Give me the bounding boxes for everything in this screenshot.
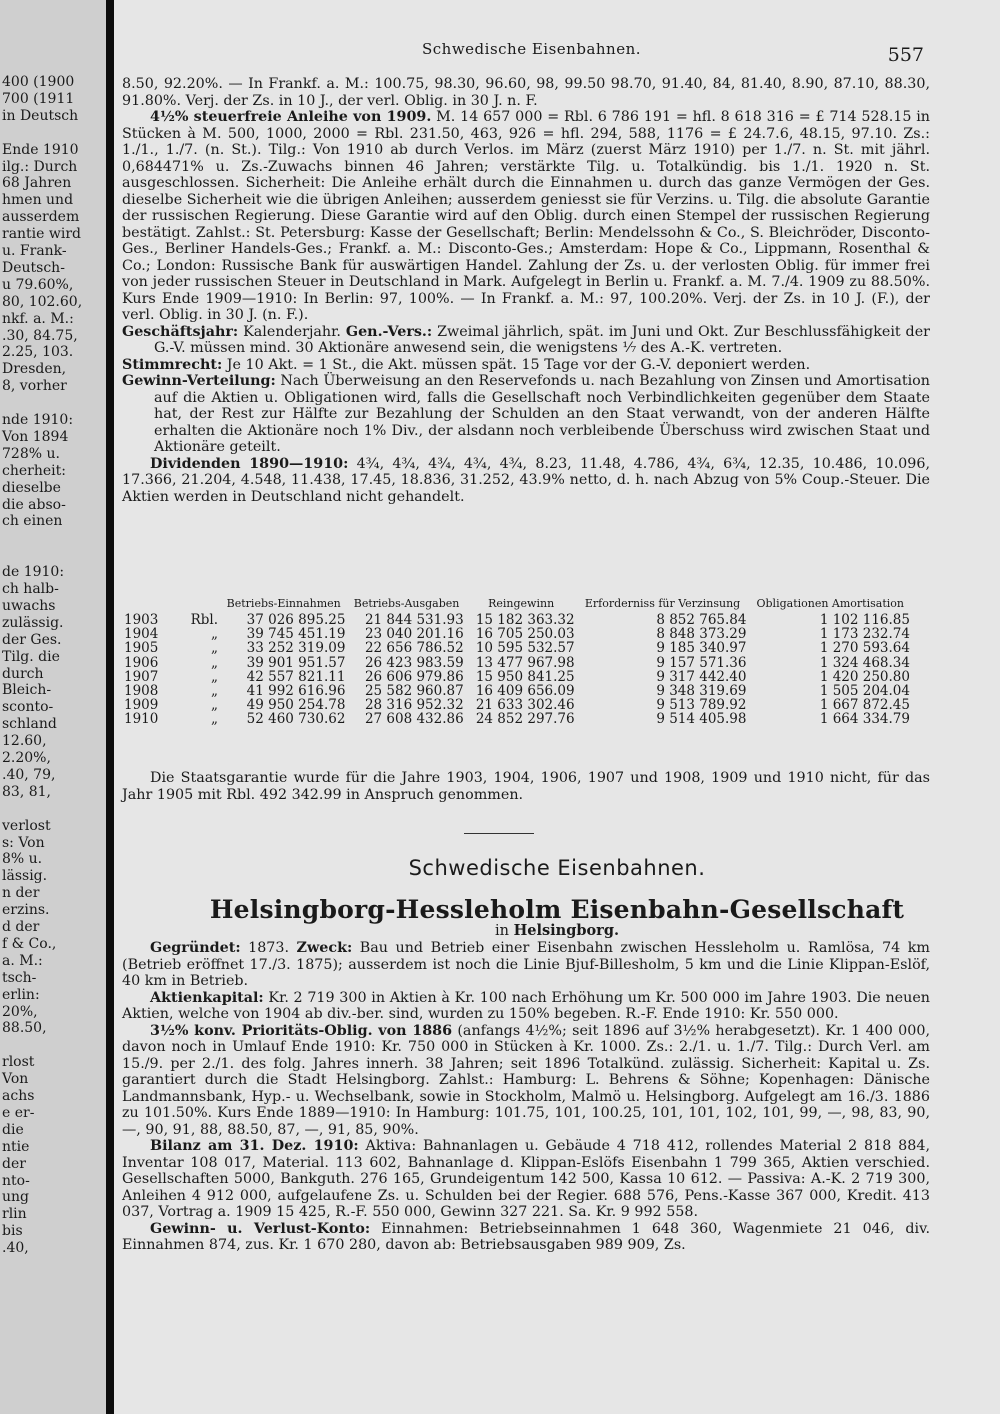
left-page-line: 728% u. <box>2 445 60 462</box>
table-cell-ausgaben: 22 656 786.52 <box>364 640 464 657</box>
gegruendet-paragraph <box>122 940 930 990</box>
left-page-line: hmen und <box>2 192 74 209</box>
prioritaets-paragraph <box>122 1023 930 1139</box>
table-cell-verzinsung: 9 317 442.40 <box>656 668 747 685</box>
left-page-line: 88.50, <box>2 1020 47 1037</box>
table-row <box>122 670 912 684</box>
left-page-line: rantie wird <box>2 226 82 243</box>
left-page-line: .40, 79, <box>2 766 56 783</box>
gewinn-verlust-paragraph <box>122 1221 930 1254</box>
page-gutter <box>106 0 114 1414</box>
left-page-line: 8, vorher <box>2 378 67 395</box>
left-page-line: a. M.: <box>2 952 43 969</box>
gewinn-verlust-text: Einnahmen: Betriebseinnahmen 1 648 360, Wagenmiete 21 046, div. Einnahmen 874, zus. Kr. 1 670 280, davon ab: Betriebsausgaben 989 909, Zs. <box>122 1220 931 1253</box>
gewinn-verlust-label: Gewinn- u. Verlust-Konto: <box>150 1220 371 1237</box>
left-page-line: 2.25, 103. <box>2 344 74 361</box>
left-page-line: Bleich- <box>2 682 52 699</box>
staatsgarantie-block <box>122 770 930 803</box>
left-page-line: Von <box>2 1071 29 1088</box>
table-cell-year: 1909 <box>124 697 159 714</box>
dividenden-paragraph <box>122 456 930 506</box>
table-cell-ausgaben: 26 606 979.86 <box>364 668 464 685</box>
left-page-line: nto- <box>2 1172 30 1189</box>
table-cell-unit: „ <box>211 697 218 714</box>
left-page-line: dieselbe <box>2 479 61 496</box>
table-cell-year: 1903 <box>124 612 159 628</box>
page-number: 557 <box>887 44 924 66</box>
left-page-line: 68 Jahren <box>2 175 72 192</box>
table-cell-einnahmen: 42 557 821.11 <box>246 668 346 685</box>
dividenden-label: Dividenden 1890—1910: <box>150 455 349 472</box>
table-row <box>122 712 912 726</box>
table-cell-reingewinn: 10 595 532.57 <box>475 640 575 657</box>
table-row <box>122 627 912 641</box>
left-page-line: 83, 81, <box>2 783 51 800</box>
left-page-line: d der <box>2 919 40 935</box>
running-header: Schwedische Eisenbahnen. <box>422 40 642 58</box>
table-cell-reingewinn: 24 852 297.76 <box>475 711 575 728</box>
table-cell-verzinsung: 9 157 571.36 <box>656 654 747 671</box>
table-cell-year: 1905 <box>124 640 159 657</box>
left-page-line: rlin <box>2 1206 27 1223</box>
left-page-line: rlost <box>2 1054 35 1071</box>
left-page-line: ch einen <box>2 513 63 530</box>
left-page-line: lässig. <box>2 868 48 885</box>
table-cell-einnahmen: 52 460 730.62 <box>246 711 346 728</box>
table-cell-ausgaben: 27 608 432.86 <box>364 711 464 728</box>
left-page-line: cherheit: <box>2 462 66 479</box>
table-cell-einnahmen: 49 950 254.78 <box>246 697 346 714</box>
left-page-line: f & Co., <box>2 935 57 952</box>
left-page-line: u. Frank- <box>2 243 67 259</box>
prioritaets-label: 3½% konv. Prioritäts-Oblig. von 1886 <box>150 1022 453 1039</box>
left-page-line: erzins. <box>2 902 50 919</box>
table-cell-amortisation: 1 667 872.45 <box>819 697 910 714</box>
left-page-line: der Ges. <box>2 631 62 648</box>
table-cell-unit: „ <box>211 711 218 728</box>
gewinn-verteilung-text: Nach Überweisung an den Reservefonds u. nach Bezahlung von Zinsen und Amortisation auf die Aktien u. Obligationen wird, falls die Gesellschaft noch Verbindlichkeiten gegenüber dem Staate hat, der Rest zur Hälfte zur Bezahlung der Schulden an den Staat verwandt, von der anderen Hälfte erhalten die Aktionäre noch 1% Div., der alsdann noch verbleibende Überschuss wird zwischen Staat und Aktionäre geteilt. <box>154 373 930 455</box>
table-header-verzinsung: Erforderniss für Verzinsung <box>584 597 741 610</box>
table-row <box>122 684 912 698</box>
gen-vers-label: Gen.-Vers.: <box>345 323 433 340</box>
left-page-fragment <box>0 0 106 1414</box>
left-page-line: Ende 1910 <box>2 141 79 158</box>
table-cell-amortisation: 1 420 250.80 <box>819 668 910 685</box>
dividenden-text: 4¾, 4¾, 4¾, 4¾, 4¾, 8.23, 11.48, 4.786, 4¾, 6¾, 12.35, 10.486, 10.096, 17.366, 21.204, 4.548, 11.438, 17.45, 18.836, 31.252, 43.9% netto, d. h. nach Abzug von 5% Coup.-Steuer. Die Aktien werden in Deutschland nicht gehandelt. <box>122 455 930 505</box>
left-page-line: Dresden, <box>2 361 67 378</box>
left-page-line: 20%, <box>2 1003 38 1020</box>
table-cell-reingewinn: 15 950 841.25 <box>475 668 575 685</box>
left-page-line: n der <box>2 885 40 902</box>
left-page-line: s: Von <box>2 834 45 851</box>
table-cell-amortisation: 1 505 204.04 <box>819 683 910 700</box>
geschaeftsjahr-label: Geschäftsjahr: <box>122 323 239 340</box>
left-page-line: ntie <box>2 1138 30 1155</box>
table-cell-amortisation: 1 270 593.64 <box>819 640 910 657</box>
table-cell-unit: Rbl. <box>190 612 218 628</box>
table-header-reingewinn: Reingewinn <box>488 597 555 610</box>
table-cell-year: 1910 <box>124 711 159 728</box>
left-page-line: 8% u. <box>2 851 43 868</box>
left-page-line: zulässig. <box>2 614 64 631</box>
table-cell-amortisation: 1 102 116.85 <box>819 612 910 628</box>
table-header-row <box>122 598 912 613</box>
bilanz-label: Bilanz am 31. Dez. 1910: <box>150 1138 359 1154</box>
bilanz-text: Aktiva: Bahnanlagen u. Gebäude 4 718 412, rollendes Material 2 818 884, Inventar 108 017, Material. 113 602, Bahnanlage d. Klippan-Eslöfs Eisenbahn 1 799 365, Aktien verschied. Gesellschaften 5000, Bankguth. 276 165, Grundeigentum 142 500, Kassa 10 612. — Passiva: A.-K. 2 719 300, Anleihen 4 912 000, aufgelaufene Zs. u. Schulden bei der Regier. 688 576, Pens.-Kasse 367 000, Kredit. 413 037, Vortrag a. 1909 15 425, R.-F. 550 000, Gewinn 327 221. Sa. Kr. 9 992 558. <box>122 1138 930 1220</box>
table-header-unit <box>178 598 220 613</box>
kurs-continuation: 8.50, 92.20%. — In Frankf. a. M.: 100.75, 98.30, 96.60, 98, 99.50 98.70, 91.40, 84, 81.40, 8.90, 87.10, 88.30, 91.80%. Verj. der Zs. in 10 J., der verl. Oblig. in 30 J. n. F. <box>122 76 930 109</box>
left-page-line: 2.20%, <box>2 750 51 766</box>
table-cell-year: 1907 <box>124 668 159 685</box>
table-row <box>122 641 912 655</box>
left-page-line: .30, 84.75, <box>2 327 78 344</box>
gegruendet-label: Gegründet: <box>150 940 241 956</box>
left-page-line: u 79.60%, <box>2 276 74 293</box>
company-city-prefix: in <box>494 923 514 939</box>
left-page-line: ausserdem <box>2 209 80 226</box>
left-page-line: Tilg. die <box>2 648 60 665</box>
left-page-line: de 1910: <box>2 564 65 581</box>
left-page-line: der <box>2 1155 26 1172</box>
prioritaets-text: (anfangs 4½%; seit 1896 auf 3½% herabgesetzt). Kr. 1 400 000, davon noch in Umlauf Ende 1910: Kr. 750 000 in Stücken à Kr. 1000. Zs.: 2./1. u. 1./7. Tilg.: Durch Verl. am 15./9. per 2./1. des folg. Jahres innerh. 38 Jahren; seit 1896 Totalkünd. zulässig. Sicherheit: Kapital u. Zs. garantiert durch die Stadt Helsingborg. Zahlst.: Hamburg: L. Behrens & Söhne; Kopenhagen: Dänische Landmannsbank, Hyp.- u. Wechselbank, sowie in Stockholm, Malmö u. Helsingborg. Aufgelegt am 16./3. 1886 zu 101.50%. Kurs Ende 1889—1910: In Hamburg: 101.75, 101, 100.25, 101, 101, 102, 101, 99, —, 98, 83, 90, —, 90, 91, 88, 88.50, 87, —, 91, 85, 90%. <box>122 1022 930 1138</box>
left-page-line: uwachs <box>2 597 56 614</box>
section-heading: Schwedische Eisenbahnen. <box>408 856 706 880</box>
left-page-line: tsch- <box>2 969 37 986</box>
left-page-line: 80, 102.60, <box>2 293 83 310</box>
bilanz-paragraph <box>122 1138 930 1221</box>
left-page-line: e er- <box>2 1104 35 1121</box>
left-page-line: sconto- <box>2 699 54 716</box>
company-title: Helsingborg-Hessleholm Eisenbahn-Gesellschaft <box>209 895 905 924</box>
table-cell-einnahmen: 39 901 951.57 <box>246 654 346 671</box>
table-cell-verzinsung: 9 513 789.92 <box>656 697 747 714</box>
left-page-line: 700 (1911 <box>2 90 75 107</box>
left-page-line: nde 1910: <box>2 412 74 428</box>
left-page-line: ung <box>2 1189 29 1206</box>
aktienkapital-paragraph <box>122 990 930 1023</box>
gen-vers-text: Zweimal jährlich, spät. im Juni und Okt. Zur Beschlussfähigkeit der G.-V. müssen mind. 30 Aktionäre anwesend sein, die wenigstens ⅐ des A.-K. vertreten. <box>154 323 931 356</box>
aktienkapital-label: Aktienkapital: <box>150 989 264 1006</box>
left-page-line: Deutsch- <box>2 259 65 276</box>
table-cell-unit: „ <box>211 668 218 685</box>
table-cell-ausgaben: 26 423 983.59 <box>364 654 464 671</box>
company-city-line <box>114 922 1000 939</box>
left-page-line: 12.60, <box>2 733 47 750</box>
table-cell-amortisation: 1 664 334.79 <box>819 711 910 728</box>
table-cell-ausgaben: 21 844 531.93 <box>364 612 464 628</box>
left-page-line: bis <box>2 1223 23 1240</box>
stimmrecht-label: Stimmrecht: <box>122 356 223 373</box>
table-cell-reingewinn: 16 705 250.03 <box>475 626 575 643</box>
left-page-line: erlin: <box>2 986 40 1003</box>
aktienkapital-text: Kr. 2 719 300 in Aktien à Kr. 100 nach Erhöhung um Kr. 500 000 im Jahre 1903. Die neuen Aktien, welche von 1904 ab div.-ber. sind, wurden zu 150% begeben. R.-F. Ende 1910: Kr. 550 000. <box>122 989 930 1022</box>
left-page-line: die abso- <box>2 496 66 513</box>
table-cell-reingewinn: 21 633 302.46 <box>475 697 575 714</box>
table-cell-unit: „ <box>211 640 218 657</box>
left-page-line: schland <box>2 716 57 733</box>
left-page-line: verlost <box>2 817 51 834</box>
table-cell-einnahmen: 41 992 616.96 <box>246 683 346 700</box>
left-page-line: Von 1894 <box>2 428 69 445</box>
staatsgarantie-paragraph: Die Staatsgarantie wurde für die Jahre 1903, 1904, 1906, 1907 und 1908, 1909 und 1910 nicht, für das Jahr 1905 mit Rbl. 492 342.99 in Anspruch genommen. <box>122 770 930 803</box>
table-cell-reingewinn: 16 409 656.09 <box>475 683 575 700</box>
stimmrecht-text: Je 10 Akt. = 1 St., die Akt. müssen spät. 15 Tage vor der G.-V. deponiert werden. <box>222 356 811 373</box>
table-header-year <box>122 598 178 613</box>
table-row <box>122 698 912 712</box>
table-header-einnahmen: Betriebs-Einnahmen <box>226 597 341 610</box>
table-cell-ausgaben: 25 582 960.87 <box>364 683 464 700</box>
company-body <box>122 940 930 1254</box>
table-cell-year: 1904 <box>124 626 159 643</box>
company-city: Helsingborg. <box>513 922 620 939</box>
table-cell-verzinsung: 8 852 765.84 <box>656 612 747 628</box>
table-cell-unit: „ <box>211 654 218 671</box>
table-cell-reingewinn: 13 477 967.98 <box>475 654 575 671</box>
zweck-label: Zweck: <box>296 940 353 956</box>
document-page <box>114 0 1000 1414</box>
left-page-line: nkf. a. M.: <box>2 310 74 327</box>
table-cell-verzinsung: 9 348 319.69 <box>656 683 747 700</box>
left-page-line: achs <box>2 1088 35 1104</box>
anleihe-1909-title: 4½% steuerfreie Anleihe von 1909. <box>150 109 432 125</box>
table-cell-reingewinn: 15 182 363.32 <box>475 612 575 628</box>
table-cell-year: 1906 <box>124 654 159 671</box>
table-cell-unit: „ <box>211 626 218 643</box>
top-body <box>122 76 930 505</box>
stimmrecht-paragraph <box>122 357 930 374</box>
table-cell-verzinsung: 9 185 340.97 <box>656 640 747 657</box>
anleihe-1909-paragraph <box>122 109 930 324</box>
left-page-line: .40, <box>2 1240 29 1257</box>
table-cell-year: 1908 <box>124 683 159 700</box>
table-row <box>122 656 912 670</box>
table-cell-amortisation: 1 173 232.74 <box>819 626 910 643</box>
left-page-line: in Deutsch <box>2 107 79 124</box>
left-page-line: ilg.: Durch <box>2 158 78 175</box>
table-cell-einnahmen: 33 252 319.09 <box>246 640 346 657</box>
table-cell-amortisation: 1 324 468.34 <box>819 654 910 671</box>
gegruendet-text: 1873. <box>240 940 297 956</box>
section-divider <box>464 833 534 834</box>
financial-table <box>122 598 912 727</box>
table-row <box>122 613 912 627</box>
table-cell-ausgaben: 23 040 201.16 <box>364 626 464 643</box>
table-header-ausgaben: Betriebs-Ausgaben <box>353 597 460 610</box>
table-cell-verzinsung: 9 514 405.98 <box>656 711 747 728</box>
table-cell-unit: „ <box>211 683 218 700</box>
table-cell-verzinsung: 8 848 373.29 <box>656 626 747 643</box>
left-page-line: ch halb- <box>2 581 59 597</box>
table-cell-einnahmen: 37 026 895.25 <box>246 612 346 628</box>
geschaeftsjahr-paragraph <box>122 324 930 357</box>
table-cell-ausgaben: 28 316 952.32 <box>364 697 464 714</box>
table-cell-einnahmen: 39 745 451.19 <box>246 626 346 643</box>
table-body <box>122 613 912 727</box>
table-header-amortisation: Obligationen Amortisation <box>756 597 904 610</box>
left-page-line: 400 (1900 <box>2 74 75 90</box>
left-page-line: die <box>2 1121 24 1138</box>
anleihe-1909-text: M. 14 657 000 = Rbl. 6 786 191 = hfl. 8 618 316 = £ 714 528.15 in Stücken à M. 500, 1000, 2000 = Rbl. 231.50, 463, 926 = hfl. 294, 588, 1176 = £ 24.7.6, 48.15, 97.10. Zs.: 1./1., 1./7. (n. St.). Tilg.: Von 1910 ab durch Verlos. im März (zuerst März 1910) per 1./7. n. St. mit jährl. 0,684471% u. Zs.-Zuwachs binnen 46 Jahren; verstärkte Tilg. u. Totalkündig. bis 1./1. 1920 n. St. ausgeschlossen. Sicherheit: Die Anleihe erhält durch die Einnahmen u. durch das ganze Vermögen der Ges. dieselbe Sicherheit wie die übrigen Anleihen; ausserdem geniesst sie für Verzins. u. Tilg. die absolute Garantie der russischen Regierung. Diese Garantie wird auf den Oblig. durch einen Stempel der russischen Regierung bestätigt. Zahlst.: St. Petersburg: Kasse der Gesellschaft; Berlin: Mendelssohn & Co., S. Bleichröder, Disconto-Ges., Berliner Handels-Ges.; Frankf. a. M.: Disconto-Ges.; Amsterdam: Hope & Co., Lippmann, Rosenthal & Co.; London: Russische Bank für auswärtigen Handel. Zahlung der Zs. u. der verlosten Oblig. für immer frei von jeder russischen Steuer in Deutschland in Mark. Aufgelegt in Berlin u. Frankf. a. M. 7./4. 1909 zu 88.50%. Kurs Ende 1909—1910: In Berlin: 97, 100%. — In Frankf. a. M.: 97, 100.20%. Verj. der Zs. in 10 J. (F.), der verl. Oblig. in 30 J. (n. F.). <box>122 109 930 323</box>
geschaeftsjahr-text: Kalenderjahr. <box>238 323 341 340</box>
gewinn-verteilung-label: Gewinn-Verteilung: <box>122 373 276 389</box>
zweck-text: Bau und Betrieb einer Eisenbahn zwischen Hessleholm u. Ramlösa, 74 km (Betrieb eröffnet 17./3. 1875); ausserdem ist noch die Linie Bjuf-Billesholm, 5 km und die Linie Klippan-Eslöf, 40 km in Betrieb. <box>122 940 930 989</box>
left-page-line: durch <box>2 665 44 682</box>
gewinn-verteilung-paragraph <box>122 373 930 456</box>
